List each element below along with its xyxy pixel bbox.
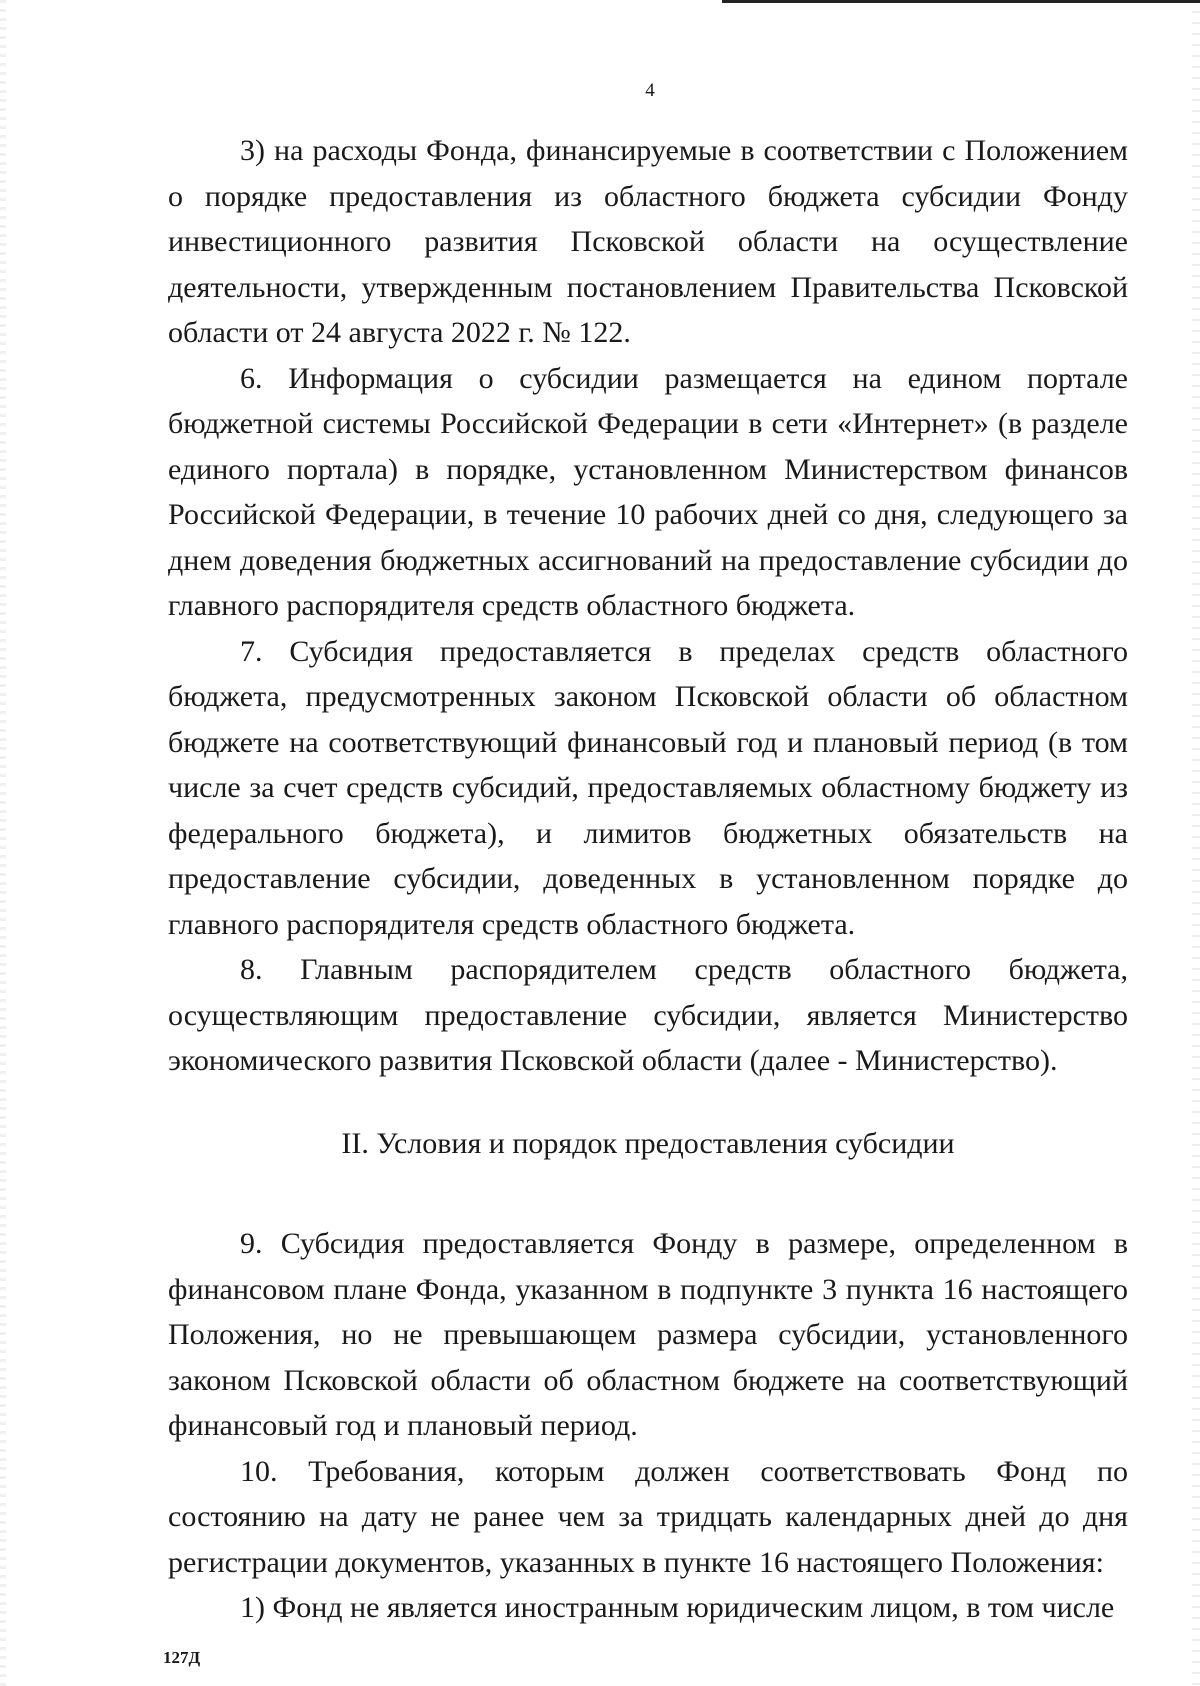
paragraph-6: 6. Информация о субсидии размещается на едином портале бюджетной системы Российской Федерации в сети «Интернет» (в разделе единого портала) в порядке, установленном Министерством финансов Российской Федерации, в течение 10 рабочих дней со дня, следующего за днем доведения бюджетных ассигнований на предоставление субсидии до главного распорядителя средств областного бюджета. [168,361,1128,622]
scan-edge-left [0,0,6,1686]
paragraph-10: 10. Требования, которым должен соответствовать Фонд по состоянию на дату не ранее чем за тридцать календарных дней до дня регистрации документов, указанных в пункте 16 настоящего Положения: [168,1454,1128,1579]
paragraph-8: 8. Главным распорядителем средств областного бюджета, осуществляющим предоставление субсидии, является Министерство экономического развития Псковской области (далее - Министерство). [168,953,1128,1077]
paragraph-7: 7. Субсидия предоставляется в пределах средств областного бюджета, предусмотренных законом Псковской области об областном бюджете на соответствующий финансовый год и плановый период (в том числе за счет средств субсидий, предоставляемых областному бюджету из федерального бюджета), и лимитов бюджетных обязательств на предоставление субсидии, доведенных в установленном порядке до главного распорядителя средств областного бюджета. [168,634,1128,941]
page-number: 4 [645,80,655,101]
footer-document-code: 127Д [163,1648,201,1667]
top-rule [722,0,1200,3]
paragraph-9: 9. Субсидия предоставляется Фонду в размере, определенном в финансовом плане Фонда, указанном в подпункте 3 пункта 16 настоящего Положения, но не превышающем размера субсидии, установленного законом Псковской области об областном бюджете на соответствующий финансовый год и плановый период. [168,1227,1128,1442]
document-body [168,128,1128,1631]
paragraph-subpoint-3: 3) на расходы Фонда, финансируемые в соответствии с Положением о порядке предоставления из областного бюджета субсидии Фонду инвестиционного развития Псковской области на осуществление деятельности, утвержденным постановлением Правительства Псковской области от 24 августа 2022 г. № 122. [168,134,1128,349]
scan-edge-right [1192,0,1200,1686]
section-heading: II. Условия и порядок предоставления субсидии [341,1126,955,1160]
paragraph-10-subpoint-1: 1) Фонд не является иностранным юридическим лицом, в том числе [240,1591,1115,1624]
